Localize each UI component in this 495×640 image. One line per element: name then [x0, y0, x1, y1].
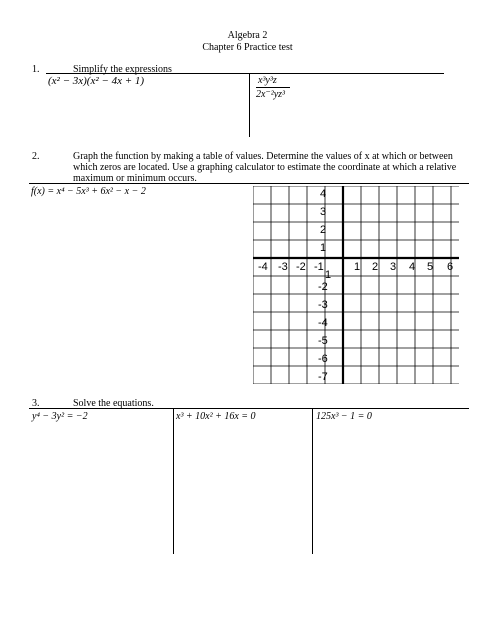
grid-lines: [253, 186, 459, 384]
q2-top-rule: [29, 183, 469, 184]
q2-prompt-line-3: maximum or minimum occurs.: [73, 173, 197, 184]
y-tick-label: 1: [325, 269, 332, 281]
q3-number: 3.: [32, 398, 40, 409]
q1-divider: [249, 73, 250, 137]
y-tick-label: 1: [320, 242, 327, 254]
q1-expression-a: (x² − 3x)(x² − 4x + 1): [48, 75, 145, 87]
x-tick-label: -3: [278, 261, 288, 273]
x-tick-label: 2: [372, 261, 379, 273]
q3-equation-c: 125x³ − 1 = 0: [316, 411, 372, 422]
x-tick-label: -2: [296, 261, 306, 273]
q1-expression-b-denominator: 2x⁻²yz³: [256, 89, 286, 100]
x-tick-label: -1: [314, 261, 324, 273]
q3-equation-b: x³ + 10x² + 16x = 0: [176, 411, 256, 422]
q3-top-rule: [29, 408, 469, 409]
x-tick-label: -4: [258, 261, 268, 273]
x-tick-label: 5: [427, 261, 434, 273]
grid-svg: [253, 186, 459, 384]
q3-equation-a: y⁴ − 3y² = −2: [32, 411, 88, 422]
x-tick-label: 3: [390, 261, 397, 273]
x-tick-label: 4: [409, 261, 416, 273]
q1-number: 1.: [32, 64, 40, 75]
y-tick-label: -4: [318, 317, 328, 329]
q1-expression-b-numerator: x³y³z: [258, 75, 277, 86]
y-tick-label: 4: [320, 188, 327, 200]
y-tick-label: -2: [318, 281, 328, 293]
page-title: Algebra 2: [227, 30, 268, 41]
q3-divider-1: [173, 408, 174, 554]
y-tick-label: -7: [318, 371, 328, 383]
q2-function: f(x) = x⁴ − 5x³ + 6x² − x − 2: [31, 186, 146, 197]
fraction-bar: [256, 87, 290, 88]
q3-prompt: Solve the equations.: [73, 398, 154, 409]
page-subtitle: Chapter 6 Practice test: [202, 42, 293, 53]
q1-prompt: Simplify the expressions: [73, 64, 172, 75]
coordinate-grid[interactable]: [253, 186, 459, 384]
q2-prompt-line-2: which zeros are located. Use a graphing calculator to estimate the coordinate at which a relative: [73, 162, 457, 173]
y-tick-label: 3: [320, 206, 327, 218]
q1-top-rule: [46, 73, 444, 74]
q2-number: 2.: [32, 151, 40, 162]
x-tick-label: 6: [447, 261, 454, 273]
q3-divider-2: [312, 408, 313, 554]
y-tick-label: -5: [318, 335, 328, 347]
y-tick-label: -3: [318, 299, 328, 311]
q2-prompt-line-1: Graph the function by making a table of values. Determine the values of x at which or between: [73, 151, 453, 162]
y-tick-label: 2: [320, 224, 327, 236]
y-tick-label: -6: [318, 353, 328, 365]
x-tick-label: 1: [354, 261, 361, 273]
